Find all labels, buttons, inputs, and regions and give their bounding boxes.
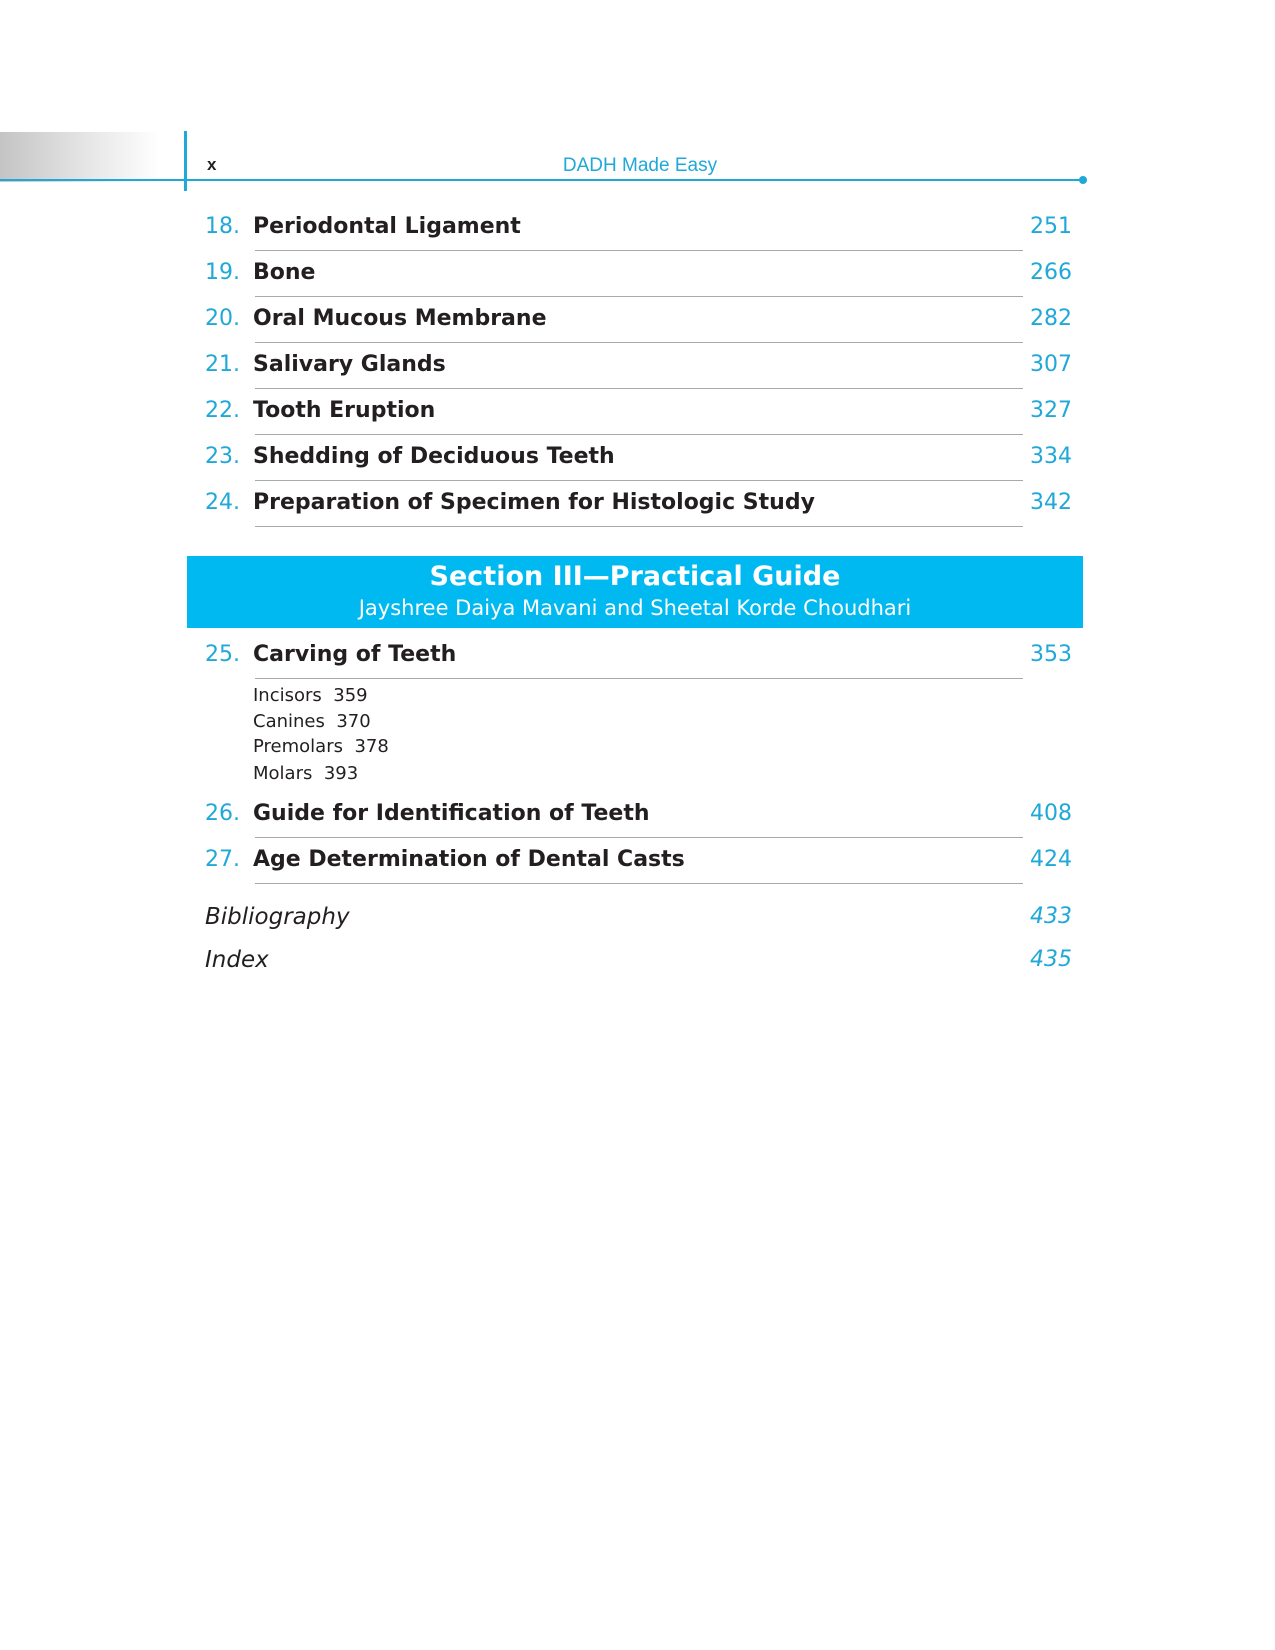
chapter-number: 26. bbox=[205, 801, 240, 826]
header-horizontal-rule bbox=[0, 179, 1082, 181]
chapter-title: Oral Mucous Membrane bbox=[253, 306, 547, 331]
toc-entry-24[interactable] bbox=[0, 488, 1275, 534]
subtopic-page: 359 bbox=[333, 685, 368, 706]
section-banner bbox=[187, 556, 1083, 628]
toc-entry-26[interactable] bbox=[0, 799, 1275, 845]
entry-divider bbox=[255, 526, 1023, 527]
section-authors: Jayshree Daiya Mavani and Sheetal Korde Choudhari bbox=[358, 596, 912, 620]
subtopic-page: 378 bbox=[354, 736, 389, 757]
subtopic-page: 370 bbox=[336, 711, 371, 732]
entry-divider bbox=[255, 342, 1023, 343]
toc-entry-20[interactable] bbox=[0, 304, 1275, 350]
entry-divider bbox=[255, 296, 1023, 297]
entry-divider bbox=[255, 678, 1023, 679]
subtopic-label: Molars bbox=[253, 763, 313, 784]
chapter-number: 27. bbox=[205, 847, 240, 872]
toc-entry-22[interactable] bbox=[0, 396, 1275, 442]
chapter-page: 266 bbox=[1030, 260, 1072, 285]
chapter-page: 307 bbox=[1030, 352, 1072, 377]
header-rule-dot bbox=[1079, 176, 1087, 184]
chapter-page: 353 bbox=[1030, 642, 1072, 667]
section-title: Section III—Practical Guide bbox=[429, 561, 841, 592]
chapter-title: Bone bbox=[253, 260, 316, 285]
running-title: DADH Made Easy bbox=[562, 155, 718, 176]
chapter-title: Guide for Identification of Teeth bbox=[253, 801, 650, 826]
chapter-page: 282 bbox=[1030, 306, 1072, 331]
chapter-page: 251 bbox=[1030, 214, 1072, 239]
subtopic-item[interactable] bbox=[253, 762, 358, 786]
toc-entry-27[interactable] bbox=[0, 845, 1275, 891]
chapter-number: 18. bbox=[205, 214, 240, 239]
chapter-number: 25. bbox=[205, 642, 240, 667]
toc-entry-19[interactable] bbox=[0, 258, 1275, 304]
chapter-page: 424 bbox=[1030, 847, 1072, 872]
toc-entry-23[interactable] bbox=[0, 442, 1275, 488]
entry-divider bbox=[255, 250, 1023, 251]
entry-divider bbox=[255, 388, 1023, 389]
chapter-number: 19. bbox=[205, 260, 240, 285]
chapter-title: Age Determination of Dental Casts bbox=[253, 847, 685, 872]
chapter-number: 21. bbox=[205, 352, 240, 377]
entry-divider bbox=[255, 837, 1023, 838]
chapter-number: 22. bbox=[205, 398, 240, 423]
subtopic-page: 393 bbox=[323, 763, 359, 784]
chapter-number: 20. bbox=[205, 306, 240, 331]
chapter-title: Salivary Glands bbox=[253, 352, 446, 377]
chapter-page: 342 bbox=[1030, 490, 1072, 515]
chapter-page: 327 bbox=[1030, 398, 1072, 423]
subtopic-label: Premolars bbox=[253, 736, 343, 757]
header-vertical-rule bbox=[184, 131, 187, 191]
chapter-title: Carving of Teeth bbox=[253, 642, 457, 667]
backmatter-label: Bibliography bbox=[205, 904, 350, 930]
chapter-title: Tooth Eruption bbox=[253, 398, 436, 423]
chapter-title: Preparation of Specimen for Histologic Study bbox=[253, 490, 815, 515]
subtopic-label: Canines bbox=[253, 711, 325, 732]
chapter-page: 334 bbox=[1030, 444, 1072, 469]
backmatter-page: 433 bbox=[1030, 904, 1072, 929]
subtopic-item[interactable] bbox=[253, 684, 368, 708]
page-number: x bbox=[207, 155, 217, 174]
backmatter-label: Index bbox=[205, 947, 269, 973]
backmatter-page: 435 bbox=[1030, 947, 1072, 972]
entry-divider bbox=[255, 480, 1023, 481]
index-entry[interactable] bbox=[0, 945, 1275, 979]
toc-entry-25[interactable] bbox=[0, 640, 1275, 686]
header-gray-tab bbox=[0, 132, 160, 182]
subtopic-item[interactable] bbox=[253, 710, 371, 734]
entry-divider bbox=[255, 883, 1023, 884]
chapter-title: Shedding of Deciduous Teeth bbox=[253, 444, 615, 469]
toc-entry-18[interactable] bbox=[0, 212, 1275, 258]
bibliography-entry[interactable] bbox=[0, 902, 1275, 936]
chapter-number: 23. bbox=[205, 444, 240, 469]
subtopic-item[interactable] bbox=[253, 735, 389, 759]
subtopic-label: Incisors bbox=[253, 685, 322, 706]
entry-divider bbox=[255, 434, 1023, 435]
chapter-number: 24. bbox=[205, 490, 240, 515]
toc-entry-21[interactable] bbox=[0, 350, 1275, 396]
chapter-title: Periodontal Ligament bbox=[253, 214, 521, 239]
chapter-page: 408 bbox=[1030, 801, 1072, 826]
